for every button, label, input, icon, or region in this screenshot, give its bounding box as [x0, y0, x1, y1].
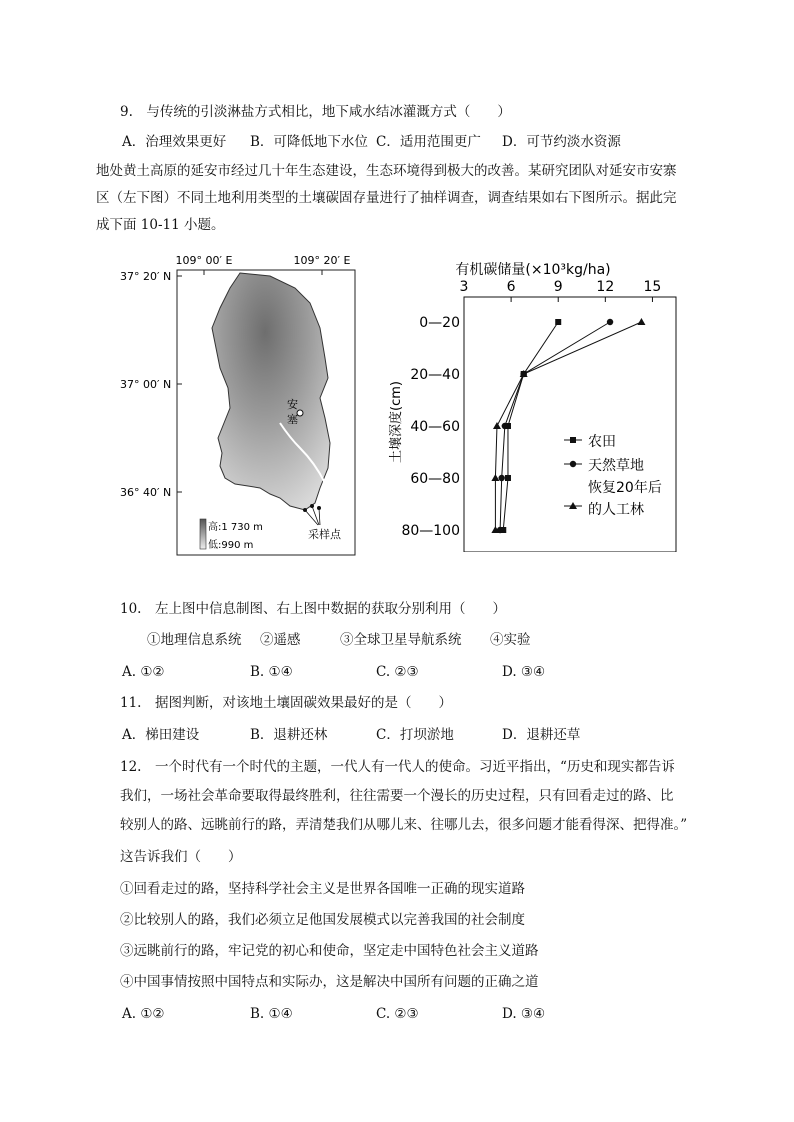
legend-label-forest-line1: 恢复20年后: [588, 480, 662, 496]
x-tick-label: 12: [596, 279, 615, 295]
x-tick-label: 3: [459, 279, 469, 295]
terrain-map-figure: [120, 248, 360, 563]
q12-item-1: ①回看走过的路，坚持科学社会主义是世界各国唯一正确的现实道路: [120, 881, 525, 897]
chart-title: 有机碳储量(×10³kg/ha): [455, 262, 611, 278]
y-tick-label: 20—40: [410, 367, 460, 383]
elevation-legend-bar: [200, 519, 206, 549]
q10-item-3: ③全球卫星导航系统: [340, 632, 462, 648]
town-label-an: 安: [287, 398, 298, 411]
x-tick-label: 15: [643, 279, 662, 295]
y-tick-label: 60—80: [410, 471, 460, 487]
q10-option-c[interactable]: C. ②③: [376, 664, 419, 680]
lon-label-109-20: 109° 20′ E: [293, 254, 351, 267]
legend-marker-square: [570, 437, 576, 443]
legend-label-grassland: 天然草地: [588, 458, 644, 474]
data-point-circle: [607, 319, 613, 325]
carbon-storage-chart: [378, 252, 688, 552]
q10-option-a[interactable]: A. ①②: [122, 664, 165, 680]
chart-y-axis-label: 土壤深度(cm): [389, 381, 404, 463]
q12-option-d[interactable]: D. ③④: [502, 1006, 546, 1022]
q12-stem-line-1: 12. 一个时代有一个时代的主题，一代人有一代人的使命。习近平指出，“历史和现实都告诉: [120, 759, 675, 775]
county-terrain: [212, 273, 330, 510]
q11-option-c[interactable]: C．打坝淤地: [376, 727, 454, 743]
data-point-circle: [502, 423, 508, 429]
data-point-triangle: [491, 474, 499, 481]
legend-marker-circle: [570, 461, 576, 467]
data-point-square: [505, 475, 511, 481]
data-point-square: [555, 319, 561, 325]
q12-stem-line-3: 较别人的路、远眺前行的路，弄清楚我们从哪儿来、往哪儿去，很多问题才能看得深、把得准。”: [120, 817, 688, 833]
series-line-2: [495, 322, 641, 530]
q12-option-a[interactable]: A. ①②: [122, 1006, 165, 1022]
legend-label-forest-line2: 的人工林: [588, 502, 644, 518]
lon-label-109-00: 109° 00′ E: [175, 254, 233, 267]
q10-stem: 10. 左上图中信息制图、右上图中数据的获取分别利用（ ）: [120, 601, 506, 617]
town-label-sai: 塞: [287, 413, 298, 426]
passage-line-2: 区（左下图）不同土地利用类型的土壤碳固存量进行了抽样调查，调查结果如右下图所示。据此完: [96, 190, 677, 206]
q12-item-4: ④中国事情按照中国特点和实际办，这是解决中国所有问题的正确之道: [120, 974, 539, 990]
passage-line-3: 成下面 10-11 小题。: [96, 217, 225, 233]
data-point-triangle: [637, 318, 645, 325]
terrain-map: [120, 248, 360, 563]
passage-line-1: 地处黄土高原的延安市经过几十年生态建设，生态环境得到极大的改善。某研究团队对延安市安寨: [96, 163, 677, 179]
q12-item-3: ③远眺前行的路，牢记党的初心和使命，坚定走中国特色社会主义道路: [120, 943, 539, 959]
q9-option-b[interactable]: B．可降低地下水位: [250, 134, 368, 150]
x-tick-label: 6: [506, 279, 516, 295]
q12-stem-line-2: 我们，一场社会革命要取得最终胜利，往往需要一个漫长的历史过程，只有回看走过的路、比: [120, 788, 674, 804]
lat-label-37-00: 37° 00′ N: [120, 378, 172, 391]
q11-option-a[interactable]: A．梯田建设: [122, 727, 200, 743]
series-line-0: [503, 322, 558, 530]
legend-label-cropland: 农田: [588, 434, 616, 450]
data-point-circle: [498, 475, 504, 481]
series-line-1: [500, 322, 610, 530]
lat-label-37-20: 37° 20′ N: [120, 270, 172, 283]
q9-option-a[interactable]: A．治理效果更好: [122, 134, 227, 150]
q11-option-d[interactable]: D．退耕还草: [502, 727, 581, 743]
q10-item-1: ①地理信息系统: [147, 632, 242, 648]
q9-stem: 9. 与传统的引淡淋盐方式相比，地下咸水结冰灌溉方式（ ）: [120, 104, 511, 120]
q12-stem-line-4: 这告诉我们（ ）: [120, 849, 242, 865]
y-tick-label: 40—60: [410, 419, 460, 435]
x-tick-label: 9: [553, 279, 563, 295]
q11-stem: 11. 据图判断，对该地土壤固碳效果最好的是（ ）: [120, 695, 452, 711]
q11-option-b[interactable]: B．退耕还林: [250, 727, 328, 743]
elevation-low-label: 低:990 m: [208, 540, 254, 551]
lat-label-36-40: 36° 40′ N: [120, 486, 172, 499]
q10-option-d[interactable]: D. ③④: [502, 664, 546, 680]
y-tick-label: 0—20: [419, 315, 460, 331]
carbon-storage-chart-figure: [378, 252, 688, 552]
y-tick-label: 80—100: [401, 523, 460, 539]
data-point-triangle: [493, 422, 501, 429]
sample-points-label: 采样点: [308, 528, 341, 541]
q12-option-b[interactable]: B. ①④: [250, 1006, 293, 1022]
q12-option-c[interactable]: C. ②③: [376, 1006, 419, 1022]
elevation-high-label: 高:1 730 m: [208, 522, 263, 533]
q10-option-b[interactable]: B. ①④: [250, 664, 293, 680]
q9-option-d[interactable]: D．可节约淡水资源: [502, 134, 621, 150]
q12-item-2: ②比较别人的路，我们必须立足他国发展模式以完善我国的社会制度: [120, 912, 525, 928]
q10-item-4: ④实验: [490, 632, 531, 648]
q10-item-2: ②遥感: [260, 632, 301, 648]
q9-option-c[interactable]: C．适用范围更广: [376, 134, 481, 150]
